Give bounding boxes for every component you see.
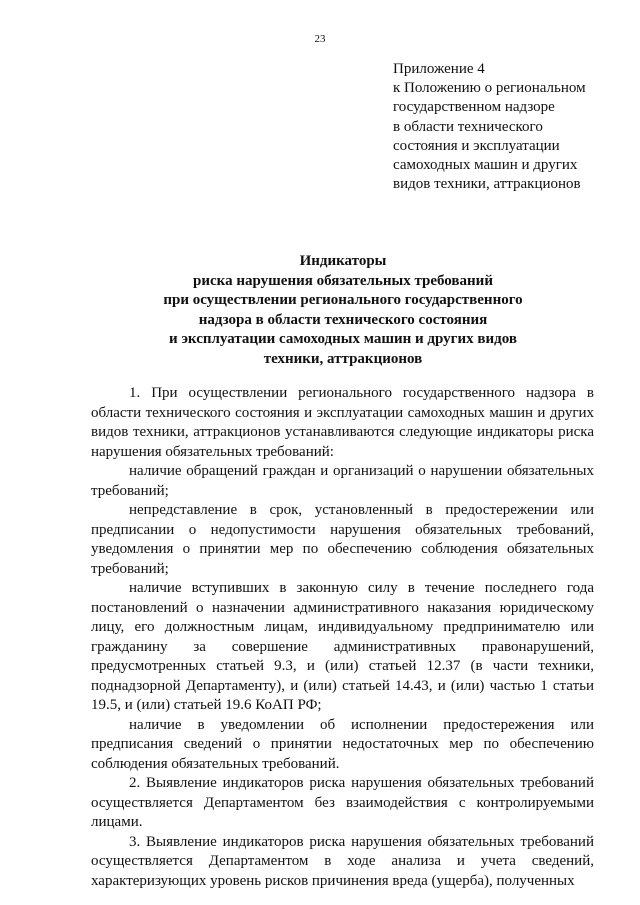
appendix-line: в области технического xyxy=(393,118,543,135)
paragraph-indicator-appeals: наличие обращений граждан и организаций о нарушении обязательных требований; xyxy=(91,463,594,499)
document-body xyxy=(91,384,594,891)
title-line: надзора в области технического состояния xyxy=(198,311,488,328)
paragraph-indicator-penalties: наличие вступивших в законную силу в течение последнего года постановлений о назначении административного наказания юридическому лицу, его должностным лицам, индивидуальному предпринимателю или гражданину за совершение административных правонарушений, предусмотренных статьей 9.3, и (или) статьей 12.37 (в части техники, поднадзорной Департаменту), и (или) статьей 14.43, и (или) частью 1 статьи 19.5, и (или) статьей 19.6 КоАП РФ; xyxy=(91,580,594,713)
paragraph-item-2: 2. Выявление индикаторов риска нарушения обязательных требований осуществляется Департаментом без взаимодействия с контролируемыми лицами. xyxy=(91,775,594,830)
document-title xyxy=(0,252,640,370)
title-line: риска нарушения обязательных требований xyxy=(193,272,493,289)
appendix-header xyxy=(393,60,633,194)
paragraph-item-1: 1. При осуществлении регионального государственного надзора в области технического состояния и эксплуатации самоходных машин и других видов техники, аттракционов устанавливаются следующие индикаторы риска нарушения обязательных требований: xyxy=(91,385,594,460)
appendix-line: Приложение 4 xyxy=(393,61,485,77)
title-line: и эксплуатации самоходных машин и других видов xyxy=(169,331,517,348)
appendix-line: государственном надзоре xyxy=(393,99,555,116)
title-line: при осуществлении регионального государственного xyxy=(163,292,523,309)
appendix-line: состояния и эксплуатации xyxy=(393,137,560,154)
appendix-line: самоходных машин и других xyxy=(393,157,578,174)
page-number: 23 xyxy=(314,33,326,45)
paragraph-item-3: 3. Выявление индикаторов риска нарушения обязательных требований осуществляется Департаментом в ходе анализа и учета сведений, характеризующих уровень рисков причинения вреда (ущерба), полученных xyxy=(91,833,594,889)
appendix-line: видов техники, аттракционов xyxy=(393,176,581,193)
title-line: Индикаторы xyxy=(299,253,387,269)
title-line: техники, аттракционов xyxy=(263,350,423,367)
paragraph-indicator-non-submission: непредставление в срок, установленный в предостережении или предписании о недопустимости нарушения обязательных требований, уведомления о принятии мер по обеспечению соблюдения обязательных требований; xyxy=(91,502,594,577)
appendix-line: к Положению о региональном xyxy=(393,80,586,97)
paragraph-indicator-insufficient-measures: наличие в уведомлении об исполнении предостережения или предписания сведений о принятии недостаточных мер по обеспечению соблюдения обязательных требований. xyxy=(91,716,594,772)
